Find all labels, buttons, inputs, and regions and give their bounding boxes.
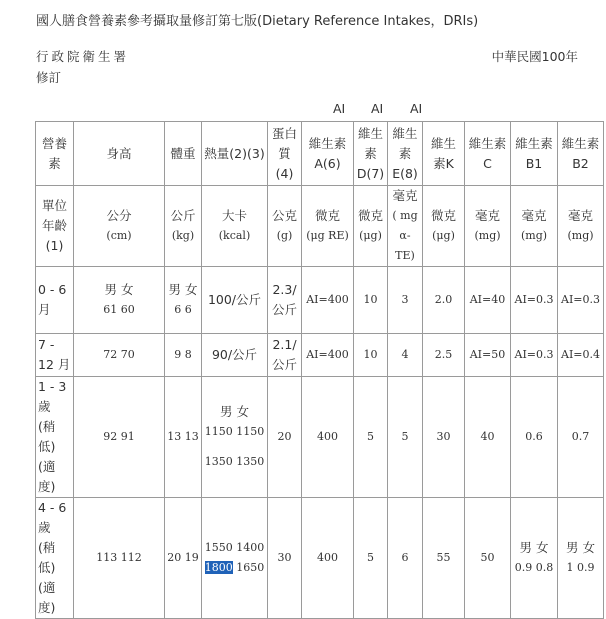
header-vit-k: 維生素K [423,122,465,186]
header-weight: 體重 [165,122,202,186]
vit-k-value: 2.5 [423,334,465,377]
unit-vit-e-sub2: α-TE) [395,229,415,262]
unit-vit-c-sub: (mg) [474,229,501,242]
header-vit-e: 維生素E(8) [388,122,423,186]
activity-low: (稍低) [38,419,56,454]
vit-c-value: AI=40 [465,267,511,334]
weight-value: 9 8 [165,334,202,377]
unit-vit-b1-label: 毫克 [521,208,547,223]
energy-low: 1550 1400 [204,541,265,554]
unit-vit-e [388,186,423,267]
header-energy: 熱量(2)(3) [202,122,268,186]
unit-vit-d-sub: (μg) [359,229,382,242]
unit-height-sub: (cm) [106,229,132,242]
unit-vit-a-sub: (μg RE) [306,229,349,242]
energy-moderate: 1350 1350 [204,455,265,468]
vit-c-value: 50 [465,498,511,619]
header-row [36,122,604,186]
unit-vit-a-label: 微克 [314,208,340,223]
vit-b2-sex-label: 男 女 [566,540,595,555]
unit-weight-label: 公斤 [170,208,196,223]
agency-name: 行政院衛生署 [36,49,130,64]
header-vit-c: 維生素C [465,122,511,186]
energy-value: 100/公斤 [202,267,268,334]
age-range: 1 - 3 [38,379,67,394]
header-protein: 蛋白質(4) [268,122,302,186]
unit-vit-c-label: 毫克 [474,208,500,223]
vit-a-value: AI=400 [302,267,354,334]
vit-k-value: 2.0 [423,267,465,334]
dri-table [35,121,604,619]
height-cell [74,267,165,334]
vit-b2-cell [558,498,604,619]
unit-vit-e-sub1: ( mg [392,209,418,222]
unit-vit-k-sub: (μg) [432,229,455,242]
vit-e-value: 3 [388,267,423,334]
ai-mark-vit-k: AI [410,101,423,116]
weight-cell [165,267,202,334]
table-row [36,334,604,377]
vit-k-value: 30 [423,377,465,498]
unit-vit-k-label: 微克 [430,208,456,223]
energy-sex-label: 男 女 [220,404,249,419]
vit-b2-value: 0.7 [558,377,604,498]
age-unit: 歲 [38,520,51,535]
unit-protein [268,186,302,267]
energy-low: 1150 1150 [204,425,265,438]
vit-b1-value: AI=0.3 [511,267,558,334]
header-height: 身高 [74,122,165,186]
vit-e-value: 5 [388,377,423,498]
vit-k-value: 55 [423,498,465,619]
activity-low: (稍低) [38,540,56,575]
vit-a-value: 400 [302,498,354,619]
unit-energy-sub: (kcal) [218,229,251,242]
unit-protein-sub: (g) [276,229,293,242]
ai-mark-vit-e: AI [371,101,384,116]
vit-d-value: 5 [354,377,388,498]
vit-d-value: 10 [354,267,388,334]
unit-energy-label: 大卡 [221,208,247,223]
table-row [36,498,604,619]
header-vit-a: 維生素A(6) [302,122,354,186]
activity-moderate: (適度) [38,459,56,494]
vit-b1-sex-label: 男 女 [519,540,549,555]
age-unit: 歲 [38,399,51,414]
height-value: 92 91 [74,377,165,498]
unit-vit-b1 [511,186,558,267]
protein-value: 2.3/公斤 [268,267,302,334]
age-range: 4 - 6 [38,500,67,515]
header-nutrient: 營養素 [36,122,74,186]
unit-vit-b1-sub: (mg) [520,229,548,242]
age-7-12m: 7 - 12 月 [36,334,74,377]
height-sex-label: 男 女 [104,282,134,297]
vit-b2-value: 1 0.9 [566,561,595,574]
protein-value: 2.1/公斤 [268,334,302,377]
revision-label: 修訂 [36,70,62,85]
activity-moderate: (適度) [38,580,56,615]
age-1-3y [36,377,74,498]
unit-vit-d [354,186,388,267]
age-0-6m: 0 - 6 月 [36,267,74,334]
vit-b1-cell [511,498,558,619]
vit-d-value: 5 [354,498,388,619]
weight-value: 6 6 [174,303,192,316]
header-vit-b2: 維生素B2 [558,122,604,186]
vit-e-value: 6 [388,498,423,619]
unit-age-label: 單位年齡(1) [36,186,74,267]
unit-vit-d-label: 微克 [357,208,383,223]
weight-value: 13 13 [165,377,202,498]
vit-c-value: AI=50 [465,334,511,377]
vit-a-value: AI=400 [302,334,354,377]
height-value: 61 60 [103,303,135,316]
unit-weight-sub: (kg) [171,229,195,242]
vit-b2-value: AI=0.4 [558,334,604,377]
publication-year: 中華民國100年 [491,49,578,64]
height-value: 72 70 [74,334,165,377]
vit-d-value: 10 [354,334,388,377]
unit-row [36,186,604,267]
unit-vit-k [423,186,465,267]
unit-energy [202,186,268,267]
energy-cell [202,377,268,498]
weight-value: 20 19 [165,498,202,619]
vit-b1-value: AI=0.3 [511,334,558,377]
height-value: 113 112 [74,498,165,619]
protein-value: 30 [268,498,302,619]
page-title: 國人膳食營養素參考攝取量修訂第七版(Dietary Reference Intakes，DRIs) [36,14,479,29]
age-4-6y [36,498,74,619]
unit-protein-label: 公克 [271,208,297,223]
unit-vit-a [302,186,354,267]
unit-vit-b2 [558,186,604,267]
vit-b1-value: 0.9 0.8 [514,561,554,574]
vit-c-value: 40 [465,377,511,498]
weight-sex-label: 男 女 [168,282,198,297]
unit-vit-c [465,186,511,267]
vit-b1-value: 0.6 [511,377,558,498]
protein-value: 20 [268,377,302,498]
header-vit-d: 維生素D(7) [354,122,388,186]
unit-weight [165,186,202,267]
vit-e-value: 4 [388,334,423,377]
energy-cell [202,498,268,619]
header-vit-b1: 維生素B1 [511,122,558,186]
energy-moderate [204,558,265,578]
unit-height-label: 公分 [106,208,132,223]
unit-vit-b2-sub: (mg) [567,229,594,242]
unit-height [74,186,165,267]
unit-vit-e-label: 毫克 [392,188,418,203]
energy-value: 90/公斤 [202,334,268,377]
ai-mark-vit-d: AI [333,101,346,116]
unit-vit-b2-label: 毫克 [567,208,593,223]
table-row [36,377,604,498]
energy-moderate-female: 1650 [236,561,265,574]
table-row [36,267,604,334]
energy-moderate-male-highlighted[interactable]: 1800 [204,561,233,574]
vit-b2-value: AI=0.3 [558,267,604,334]
vit-a-value: 400 [302,377,354,498]
